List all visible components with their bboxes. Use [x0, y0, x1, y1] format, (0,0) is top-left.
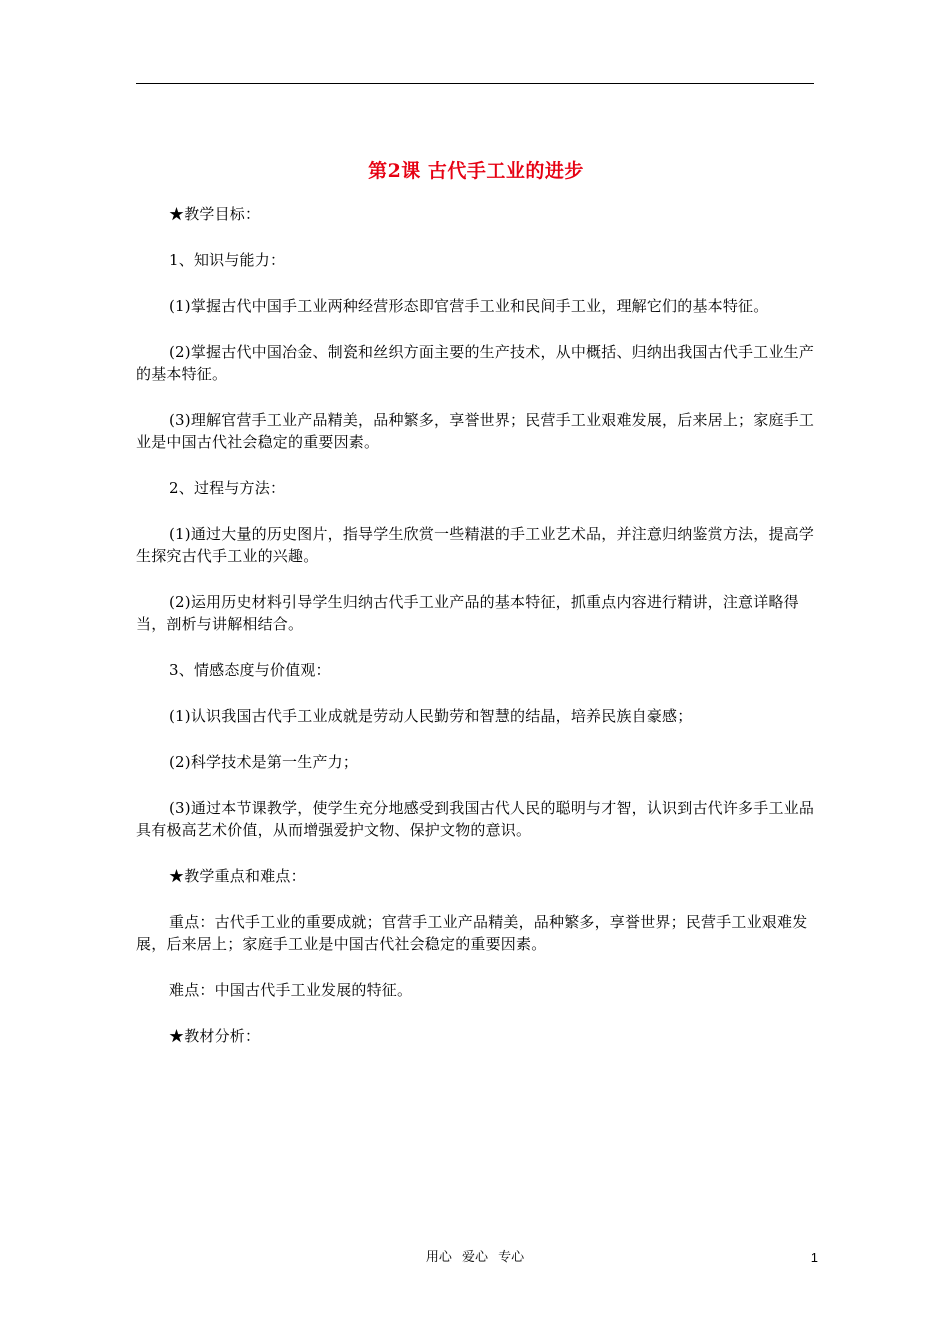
- subheading-process-method: 2、过程与方法：: [169, 479, 286, 497]
- subheading-emotion-values: 3、情感态度与价值观：: [169, 661, 331, 679]
- page-footer: [0, 1248, 950, 1268]
- paragraph: (3)通过本节课教学，使学生充分地感受到我国古代人民的聪明与才智，认识到古代许多手工业品具有极高艺术价值，从而增强爱护文物、保护文物的意识。: [136, 799, 815, 839]
- section-heading-material-analysis: ★教材分析：: [169, 1027, 261, 1045]
- section-heading-key-points: ★教学重点和难点：: [169, 867, 306, 885]
- paragraph: (2)掌握古代中国冶金、制瓷和丝织方面主要的生产技术，从中概括、归纳出我国古代手工业生产的基本特征。: [136, 343, 815, 383]
- page-number: 1: [810, 1250, 818, 1265]
- paragraph: (1)通过大量的历史图片，指导学生欣赏一些精湛的手工业艺术品，并注意归纳鉴赏方法，提高学生探究古代手工业的兴趣。: [136, 525, 815, 565]
- document-body: [136, 156, 816, 1071]
- paragraph: (2)科学技术是第一生产力；: [169, 753, 359, 771]
- section-heading-objectives: ★教学目标：: [169, 205, 261, 223]
- paragraph: (1)认识我国古代手工业成就是劳动人民勤劳和智慧的结晶，培养民族自豪感；: [169, 707, 693, 725]
- header-rule: [136, 83, 814, 84]
- paragraph: 重点：古代手工业的重要成就；官营手工业产品精美，品种繁多，享誉世界；民营手工业艰难发展，后来居上；家庭手工业是中国古代社会稳定的重要因素。: [136, 913, 808, 953]
- paragraph: (3)理解官营手工业产品精美，品种繁多，享誉世界；民营手工业艰难发展，后来居上；家庭手工业是中国古代社会稳定的重要因素。: [136, 411, 815, 451]
- footer-motto: 用心 爱心 专心: [425, 1250, 525, 1265]
- paragraph: (1)掌握古代中国手工业两种经营形态即官营手工业和民间手工业，理解它们的基本特征。: [169, 297, 769, 315]
- paragraph: 难点：中国古代手工业发展的特征。: [169, 981, 413, 999]
- paragraph: (2)运用历史材料引导学生归纳古代手工业产品的基本特征，抓重点内容进行精讲，注意详略得当，剖析与讲解相结合。: [136, 593, 799, 633]
- subheading-knowledge-ability: 1、知识与能力：: [169, 251, 286, 269]
- page-title: 第2课 古代手工业的进步: [368, 160, 584, 182]
